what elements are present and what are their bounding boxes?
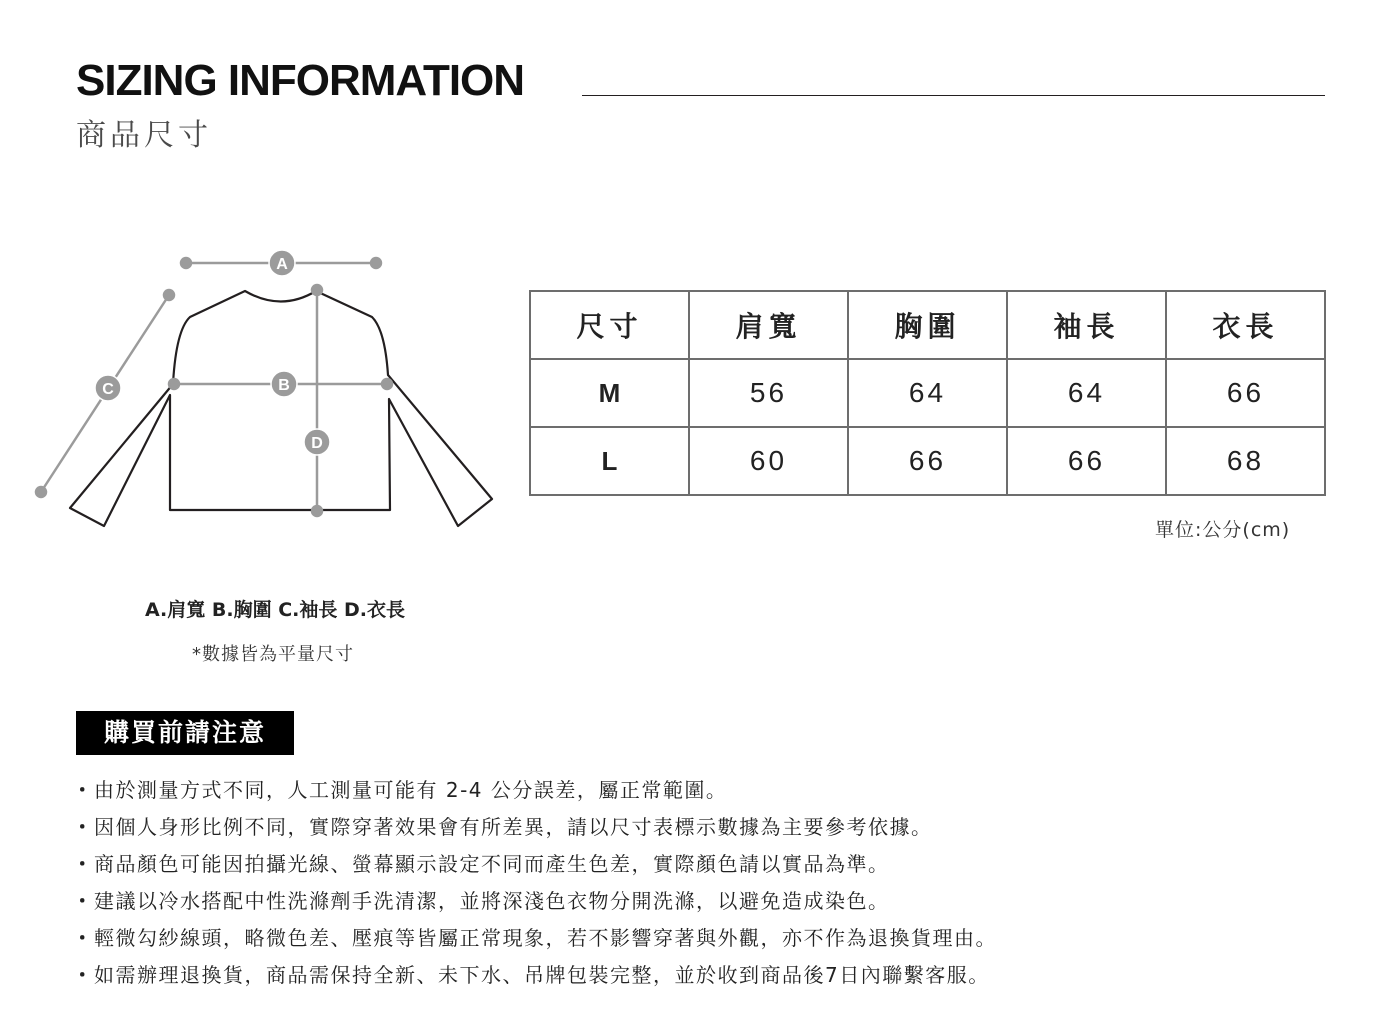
table-row: [530, 427, 1325, 495]
size-label: M: [530, 359, 689, 427]
measure-point: [36, 487, 46, 497]
unit-label: 單位:公分(cm): [1155, 519, 1291, 541]
list-item-text: 輕微勾紗線頭，略微色差、壓痕等皆屬正常現象，若不影響穿著與外觀，亦不作為退換貨理由。: [94, 926, 997, 950]
bullet-icon: ・: [72, 852, 94, 876]
header-sleeve: 袖長: [1007, 291, 1166, 359]
garment-outline: [70, 291, 492, 526]
table-cell: 64: [1007, 359, 1166, 427]
list-item: [72, 809, 997, 846]
list-item: [72, 920, 997, 957]
table-cell: 64: [848, 359, 1007, 427]
list-item-text: 由於測量方式不同，人工測量可能有 2-4 公分誤差，屬正常範圍。: [94, 778, 728, 802]
header-length: 衣長: [1166, 291, 1325, 359]
notice-heading: 購買前請注意: [76, 711, 294, 755]
measure-point: [312, 285, 322, 295]
page-subtitle: 商品尺寸: [76, 118, 212, 153]
list-item: [72, 772, 997, 809]
bullet-icon: ・: [72, 963, 94, 987]
notice-list: [72, 772, 997, 994]
garment-diagram: [0, 0, 520, 560]
table-cell: 66: [848, 427, 1007, 495]
list-item-text: 商品顏色可能因拍攝光線、螢幕顯示設定不同而產生色差，實際顏色請以實品為準。: [94, 852, 890, 876]
measure-point: [181, 258, 191, 268]
measurement-legend: A.肩寬 B.胸圍 C.袖長 D.衣長: [145, 599, 405, 621]
page-title: SIZING INFORMATION: [76, 56, 525, 105]
marker-a: A: [276, 256, 288, 273]
size-label: L: [530, 427, 689, 495]
table-cell: 56: [689, 359, 848, 427]
measure-point: [312, 506, 322, 516]
bullet-icon: ・: [72, 926, 94, 950]
bullet-icon: ・: [72, 815, 94, 839]
table-cell: 60: [689, 427, 848, 495]
bullet-icon: ・: [72, 889, 94, 913]
marker-c: C: [102, 381, 114, 398]
marker-d: D: [311, 435, 323, 452]
table-row: [530, 359, 1325, 427]
header-size: 尺寸: [530, 291, 689, 359]
table-cell: 66: [1166, 359, 1325, 427]
bullet-icon: ・: [72, 778, 94, 802]
measure-point: [169, 379, 179, 389]
table-cell: 68: [1166, 427, 1325, 495]
list-item-text: 建議以冷水搭配中性洗滌劑手洗清潔，並將深淺色衣物分開洗滌，以避免造成染色。: [94, 889, 890, 913]
table-cell: 66: [1007, 427, 1166, 495]
header-shoulder: 肩寬: [689, 291, 848, 359]
list-item: [72, 846, 997, 883]
size-table-header-row: [530, 291, 1325, 359]
list-item-text: 如需辦理退換貨，商品需保持全新、未下水、吊牌包裝完整，並於收到商品後7日內聯繫客服。: [94, 963, 990, 987]
list-item: [72, 883, 997, 920]
marker-b: B: [278, 377, 290, 394]
list-item: [72, 957, 997, 994]
title-rule: [582, 95, 1325, 96]
measure-point: [164, 290, 174, 300]
header-chest: 胸圍: [848, 291, 1007, 359]
flat-measure-note: *數據皆為平量尺寸: [192, 644, 354, 665]
measure-point: [382, 379, 392, 389]
list-item-text: 因個人身形比例不同，實際穿著效果會有所差異，請以尺寸表標示數據為主要參考依據。: [94, 815, 933, 839]
size-table: [529, 290, 1326, 496]
measure-point: [371, 258, 381, 268]
